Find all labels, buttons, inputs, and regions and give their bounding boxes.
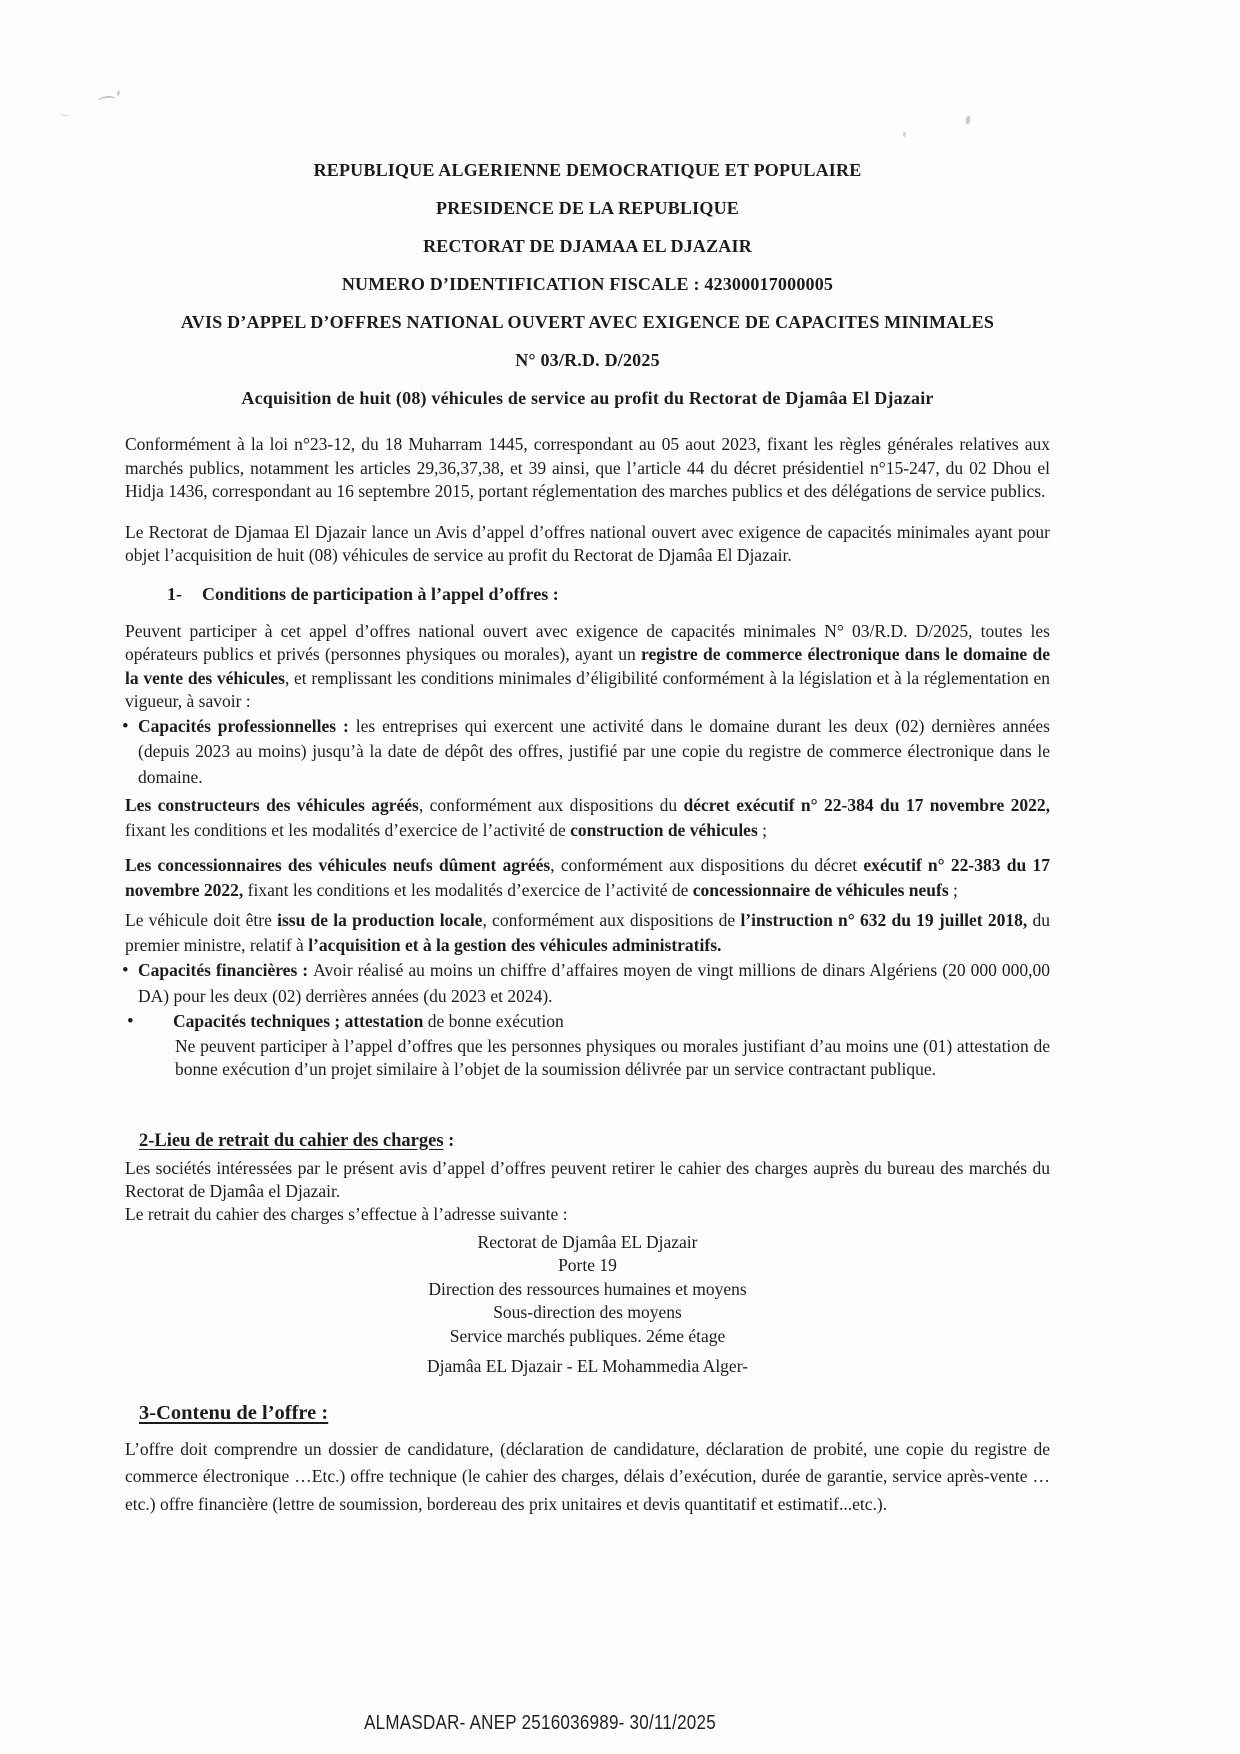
bullet-dot-icon: • (122, 715, 129, 737)
paragraph-legal-basis: Conformément à la loi n°23-12, du 18 Muharram 1445, correspondant au 05 aout 2023, fixant les règles générales relatives aux marchés publics, notamment les articles 29,36,37,38, et 39 ainsi, que l’article 44 du décret présidentiel n°15-247, du 02 Dhou el Hidja 1436, correspondant au 16 septembre 2015, portant réglementation des marches publics et des délégations de service publics. (125, 434, 1050, 501)
header-line-rectorat: RECTORAT DE DJAMAA EL DJAZAIR (423, 236, 752, 256)
document-header (125, 158, 1050, 411)
paragraph-attestation-detail: Ne peuvent participer à l’appel d’offres que les personnes physiques ou morales justifiant d’au moins une (01) attestation de bonne exécution d’un projet similaire à l’objet de la soumission délivrée par un service contractant publique. (175, 1035, 1050, 1079)
address-line-ville: Djamâa EL Djazair - EL Mohammedia Alger- (427, 1356, 748, 1376)
paragraph-production-locale: Le véhicule doit être issu de la production locale, conformément aux dispositions de l’instruction n° 632 du 19 juillet 2018, du premier ministre, relatif à l’acquisition et à la gestion des véhicules administratifs. (125, 910, 1050, 955)
address-line-service: Service marchés publiques. 2éme étage (449, 1325, 726, 1346)
section-1-number: 1- (167, 583, 182, 604)
section-2-heading: 2-Lieu de retrait du cahier des charges : (139, 1130, 455, 1151)
bullet-dot-icon: • (127, 1011, 134, 1032)
header-line-object: Acquisition de huit (08) véhicules de service au profit du Rectorat de Djamâa El Djazair (241, 388, 934, 408)
header-line-republic: REPUBLIQUE ALGERIENNE DEMOCRATIQUE ET POPULAIRE (313, 160, 862, 180)
bullet-capacites-techniques: • Capacités techniques ; attestation de bonne exécution (125, 1009, 1050, 1035)
paragraph-adresse-intro: Le retrait du cahier des charges s’effectue à l’adresse suivante : (125, 1203, 568, 1224)
paragraph-concessionnaires: Les concessionnaires des véhicules neufs dûment agréés, conformément aux dispositions du décret exécutif n° 22-383 du 17 novembre 2022, fixant les conditions et les modalités d’exercice de l’activité de concessionnaire de véhicules neufs ; (125, 855, 1051, 900)
bullet-dot-icon: • (122, 960, 129, 981)
bullet-capacites-financieres: • Capacités financières : Avoir réalisé au moins un chiffre d’affaires moyen de vingt millions de dinars Algériens (20 000 000,00 DA) pour les deux (02) derrières années (du 2023 et 2024). (122, 960, 1050, 1006)
bullet-list (122, 958, 1050, 1009)
bullet-capacites-professionnelles: • Capacités professionnelles : les entreprises qui exercent une activité dans le domaine durant les deux (02) dernières années (depuis 2023 au moins) jusqu’à la date de dépôt des offres, justifié par une copie du registre de commerce électronique dans le domaine. (122, 715, 1050, 787)
paragraph-participation: Peuvent participer à cet appel d’offres national ouvert avec exigence de capacités minimales N° 03/R.D. D/2025, toutes les opérateurs publics et privés (personnes physiques ou morales), ayant un registre de commerce électronique dans le domaine de la vente des véhicules, et remplissant les conditions minimales d’éligibilité conformément à la législation et à la réglementation en vigueur, à savoir : (125, 620, 1051, 711)
address-line-sous-direction: Sous-direction des moyens (493, 1302, 682, 1322)
bullet-list (125, 1009, 1050, 1035)
paragraph-constructeurs: Les constructeurs des véhicules agréés, conformément aux dispositions du décret exécutif n° 22-384 du 17 novembre 2022, fixant les conditions et les modalités d’exercice de l’activité de construction de véhicules ; (125, 795, 1050, 840)
address-block (125, 1231, 1050, 1379)
section-1-heading (125, 582, 1050, 606)
header-line-avis-title: AVIS D’APPEL D’OFFRES NATIONAL OUVERT AVEC EXIGENCE DE CAPACITES MINIMALES (180, 312, 995, 332)
paragraph-contenu-offre: L’offre doit comprendre un dossier de candidature, (déclaration de candidature, déclaration de probité, une copie du registre de commerce électronique …Etc.) offre technique (le cahier des charges, délais d’exécution, durée de garantie, service après-vente …etc.) offre financière (lettre de soumission, bordereau des prix unitaires et devis quantitatif et estimatif...etc.). (125, 1438, 1050, 1514)
header-line-fiscal-id: NUMERO D’IDENTIFICATION FISCALE : 42300017000005 (341, 274, 834, 294)
paragraph-retrait: Les sociétés intéressées par le présent avis d’appel d’offres peuvent retirer le cahier des charges auprès du bureau des marchés du Rectorat de Djamâa el Djazair. (125, 1157, 1050, 1201)
bullet-list (122, 714, 1050, 791)
section-1-title: Conditions de participation à l’appel d’offres : (202, 583, 559, 604)
header-line-presidence: PRESIDENCE DE LA REPUBLIQUE (436, 198, 739, 218)
address-line-porte: Porte 19 (558, 1255, 617, 1275)
footer-publication-line: ALMASDAR- ANEP 2516036989- 30/11/2025 (364, 1712, 716, 1734)
header-line-tender-number: N° 03/R.D. D/2025 (515, 350, 660, 370)
address-line-rectorat: Rectorat de Djamâa EL Djazair (477, 1231, 698, 1252)
address-line-direction: Direction des ressources humaines et moyens (428, 1278, 747, 1299)
paragraph-announcement: Le Rectorat de Djamaa El Djazair lance un Avis d’appel d’offres national ouvert avec exigence de capacités minimales ayant pour objet l’acquisition de huit (08) véhicules de service au profit du Rectorat de Djamâa El Djazair. (125, 521, 1050, 565)
section-3-heading: 3-Contenu de l’offre : (139, 1401, 329, 1424)
